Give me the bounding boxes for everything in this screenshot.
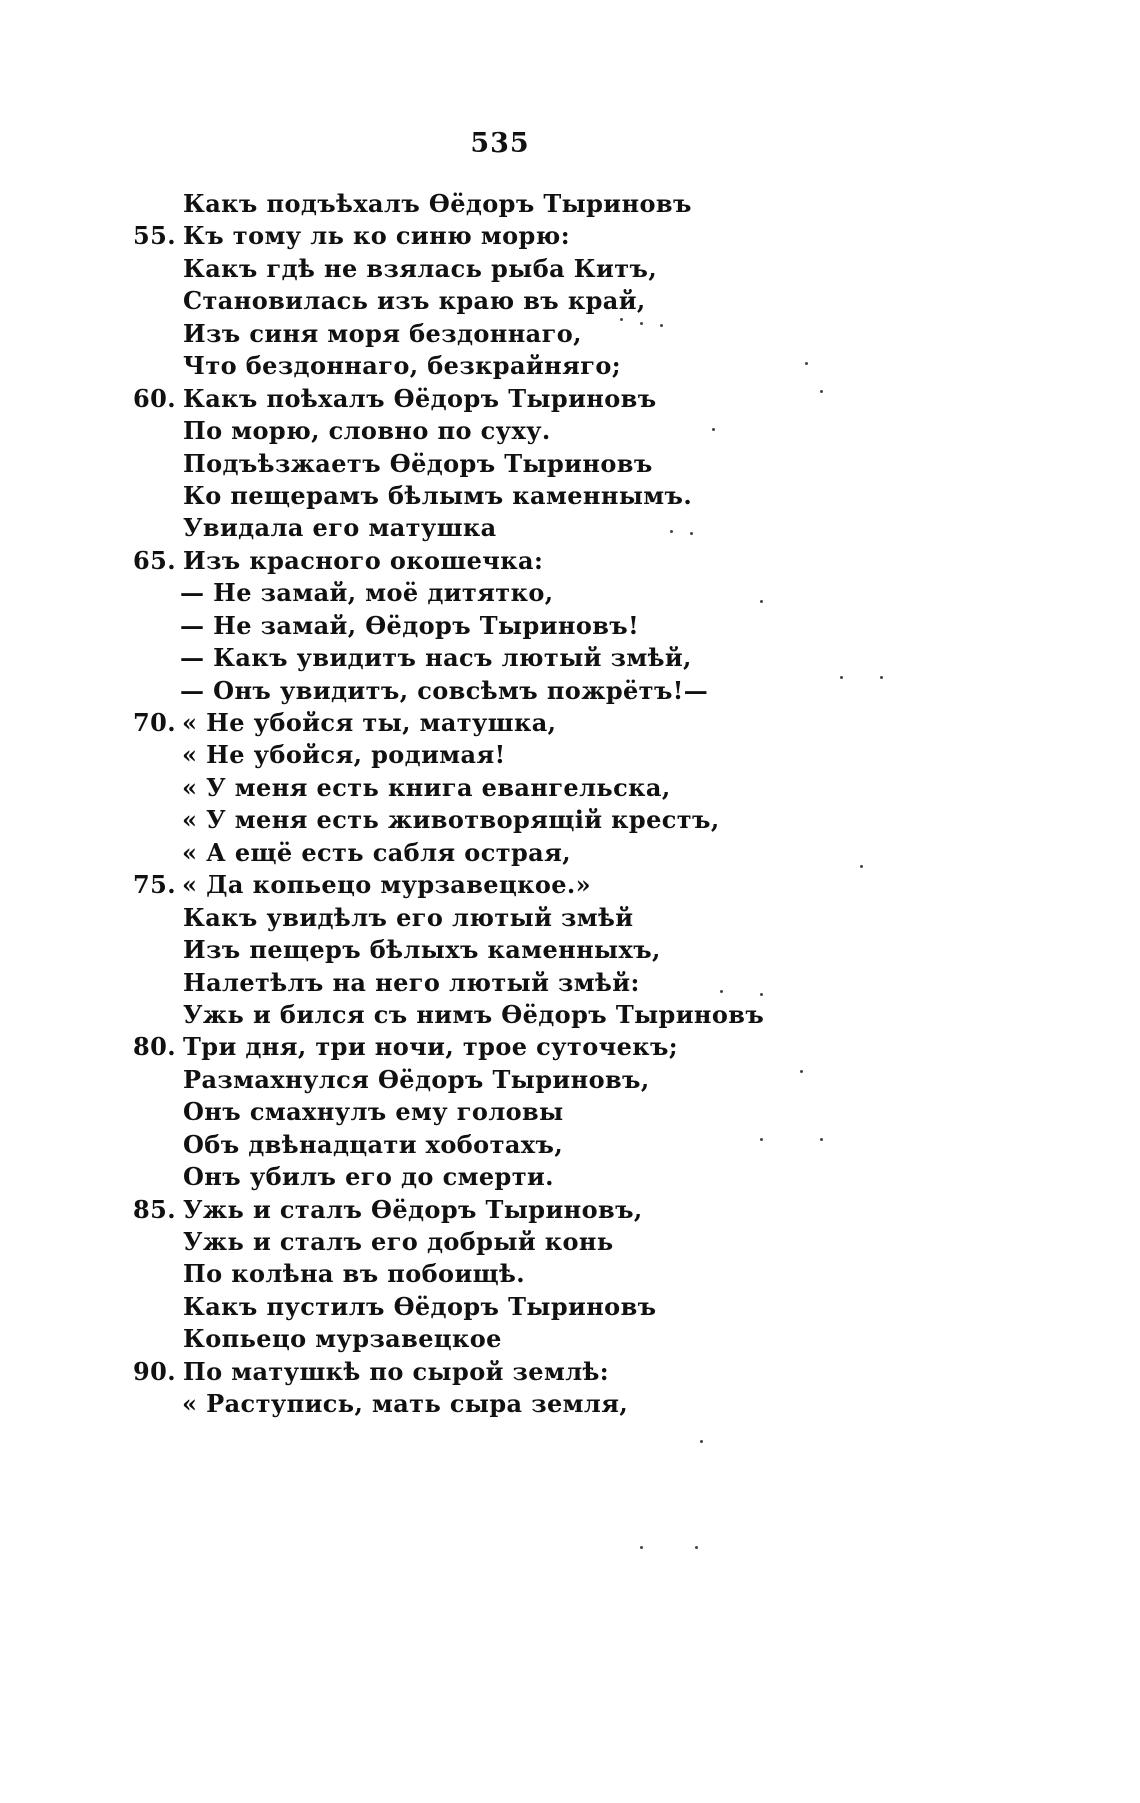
verse-line <box>0 739 1140 771</box>
verse-line <box>0 837 1140 869</box>
line-text: Что бездоннаго, безкрайняго; <box>183 351 621 381</box>
verse-line <box>0 545 1140 577</box>
verse-line <box>0 350 1140 382</box>
line-text: Размахнулся Ѳёдоръ Тыриновъ, <box>183 1064 650 1094</box>
verse-line <box>0 642 1140 674</box>
verse-line <box>0 610 1140 642</box>
line-text: Изъ красного окошечка: <box>183 545 544 575</box>
line-text: — Не замай, моё дитятко, <box>180 578 554 608</box>
verse-line <box>0 804 1140 836</box>
verse-line <box>0 415 1140 447</box>
poem-body <box>0 188 1140 1421</box>
verse-line <box>0 869 1140 901</box>
line-text: Ужь и бился съ нимъ Ѳёдоръ Тыриновъ <box>183 999 765 1029</box>
verse-line <box>0 220 1140 252</box>
line-number: 70. <box>133 708 176 737</box>
verse-line <box>0 1096 1140 1128</box>
verse-line <box>0 1388 1140 1420</box>
scan-speck <box>860 865 863 868</box>
line-text: Какъ поѣхалъ Ѳёдоръ Тыриновъ <box>183 383 657 413</box>
verse-line <box>0 577 1140 609</box>
line-text: Три дня, три ночи, трое суточекъ; <box>183 1032 679 1062</box>
line-text: Ко пещерамъ бѣлымъ каменнымъ. <box>183 480 693 510</box>
verse-line <box>0 1129 1140 1161</box>
verse-line <box>0 1356 1140 1388</box>
line-text: — Не замай, Ѳёдоръ Тыриновъ! <box>180 610 640 640</box>
scan-speck <box>695 1546 698 1549</box>
scan-speck <box>720 990 723 993</box>
line-text: Какъ пустилъ Ѳёдоръ Тыриновъ <box>183 1291 657 1321</box>
verse-line <box>0 1064 1140 1096</box>
scan-speck <box>700 1440 703 1443</box>
verse-line <box>0 1226 1140 1258</box>
line-text: Онъ смахнулъ ему головы <box>183 1097 564 1127</box>
line-number: 55. <box>133 221 176 251</box>
scan-speck <box>660 324 663 327</box>
line-text: — Онъ увидитъ, совсѣмъ пожрётъ!— <box>180 675 709 705</box>
line-text: Объ двѣнадцати хоботахъ, <box>183 1129 564 1159</box>
scan-speck <box>800 1070 803 1073</box>
verse-line <box>0 1258 1140 1290</box>
verse-line <box>0 902 1140 934</box>
verse-line <box>0 512 1140 544</box>
scan-speck <box>760 993 763 996</box>
line-number: 65. <box>133 545 176 575</box>
verse-line <box>0 480 1140 512</box>
line-text: Становилась изъ краю въ край, <box>183 286 646 316</box>
line-number: 80. <box>133 1032 176 1062</box>
verse-line <box>0 999 1140 1031</box>
line-text: « У меня есть книга евангельска, <box>182 772 671 802</box>
line-text: « У меня есть животворящій крестъ, <box>182 805 720 835</box>
line-text: Къ тому ль ко синю морю: <box>183 221 570 251</box>
scan-speck <box>712 428 715 431</box>
line-number: 85. <box>133 1194 176 1224</box>
verse-line <box>0 1161 1140 1193</box>
line-text: « Раступись, мать сыра земля, <box>182 1389 629 1419</box>
line-text: По колѣна въ побоищѣ. <box>183 1259 526 1289</box>
line-text: Изъ пещеръ бѣлыхъ каменныхъ, <box>183 935 661 965</box>
line-text: « А ещё есть сабля острая, <box>182 837 572 867</box>
line-text: « Да копьецо мурзавецкое.» <box>182 870 592 900</box>
line-text: Ужь и сталъ Ѳёдоръ Тыриновъ, <box>183 1194 643 1224</box>
verse-line <box>0 1194 1140 1226</box>
verse-line <box>0 448 1140 480</box>
line-text: По морю, словно по суху. <box>183 416 551 446</box>
page-number: 535 <box>470 128 530 159</box>
verse-line <box>0 707 1140 739</box>
scan-speck <box>760 600 763 603</box>
scan-speck <box>670 530 673 533</box>
line-number: 90. <box>133 1356 176 1386</box>
verse-line <box>0 383 1140 415</box>
line-text: — Какъ увидитъ насъ лютый змѣй, <box>180 643 692 673</box>
line-text: Налетѣлъ на него лютый змѣй: <box>183 967 640 997</box>
scan-speck <box>640 1546 643 1549</box>
verse-line <box>0 934 1140 966</box>
line-text: По матушкѣ по сырой землѣ: <box>183 1356 610 1386</box>
scan-speck <box>820 1138 823 1141</box>
line-text: Какъ увидѣлъ его лютый змѣй <box>183 902 634 932</box>
verse-line <box>0 967 1140 999</box>
line-text: Какъ гдѣ не взялась рыба Китъ, <box>183 253 658 283</box>
verse-line <box>0 188 1140 220</box>
line-text: Онъ убилъ его до смерти. <box>183 1162 554 1192</box>
verse-line <box>0 253 1140 285</box>
line-text: Увидала его матушка <box>183 513 497 543</box>
verse-line <box>0 675 1140 707</box>
scan-speck <box>620 318 623 321</box>
line-text: Подъѣзжаетъ Ѳёдоръ Тыриновъ <box>183 448 653 478</box>
scan-speck <box>840 676 843 679</box>
line-text: Изъ синя моря бездоннаго, <box>183 318 582 348</box>
scan-speck <box>820 390 823 393</box>
scan-speck <box>640 322 643 325</box>
verse-line <box>0 1291 1140 1323</box>
verse-line <box>0 1031 1140 1063</box>
line-text: Ужь и сталъ его добрый конь <box>183 1227 614 1256</box>
verse-line <box>0 1323 1140 1355</box>
scan-speck <box>805 362 808 365</box>
line-text: Какъ подъѣхалъ Ѳёдоръ Тыриновъ <box>183 189 692 218</box>
scan-speck <box>880 676 883 679</box>
line-text: « Не убойся ты, матушка, <box>182 708 557 737</box>
line-text: « Не убойся, родимая! <box>182 740 506 770</box>
verse-line <box>0 318 1140 350</box>
line-number: 75. <box>133 870 176 900</box>
line-number: 60. <box>133 383 176 413</box>
verse-line <box>0 772 1140 804</box>
scan-speck <box>760 1138 763 1141</box>
line-text: Копьецо мурзавецкое <box>183 1324 502 1354</box>
scan-speck <box>690 532 693 535</box>
verse-line <box>0 285 1140 317</box>
